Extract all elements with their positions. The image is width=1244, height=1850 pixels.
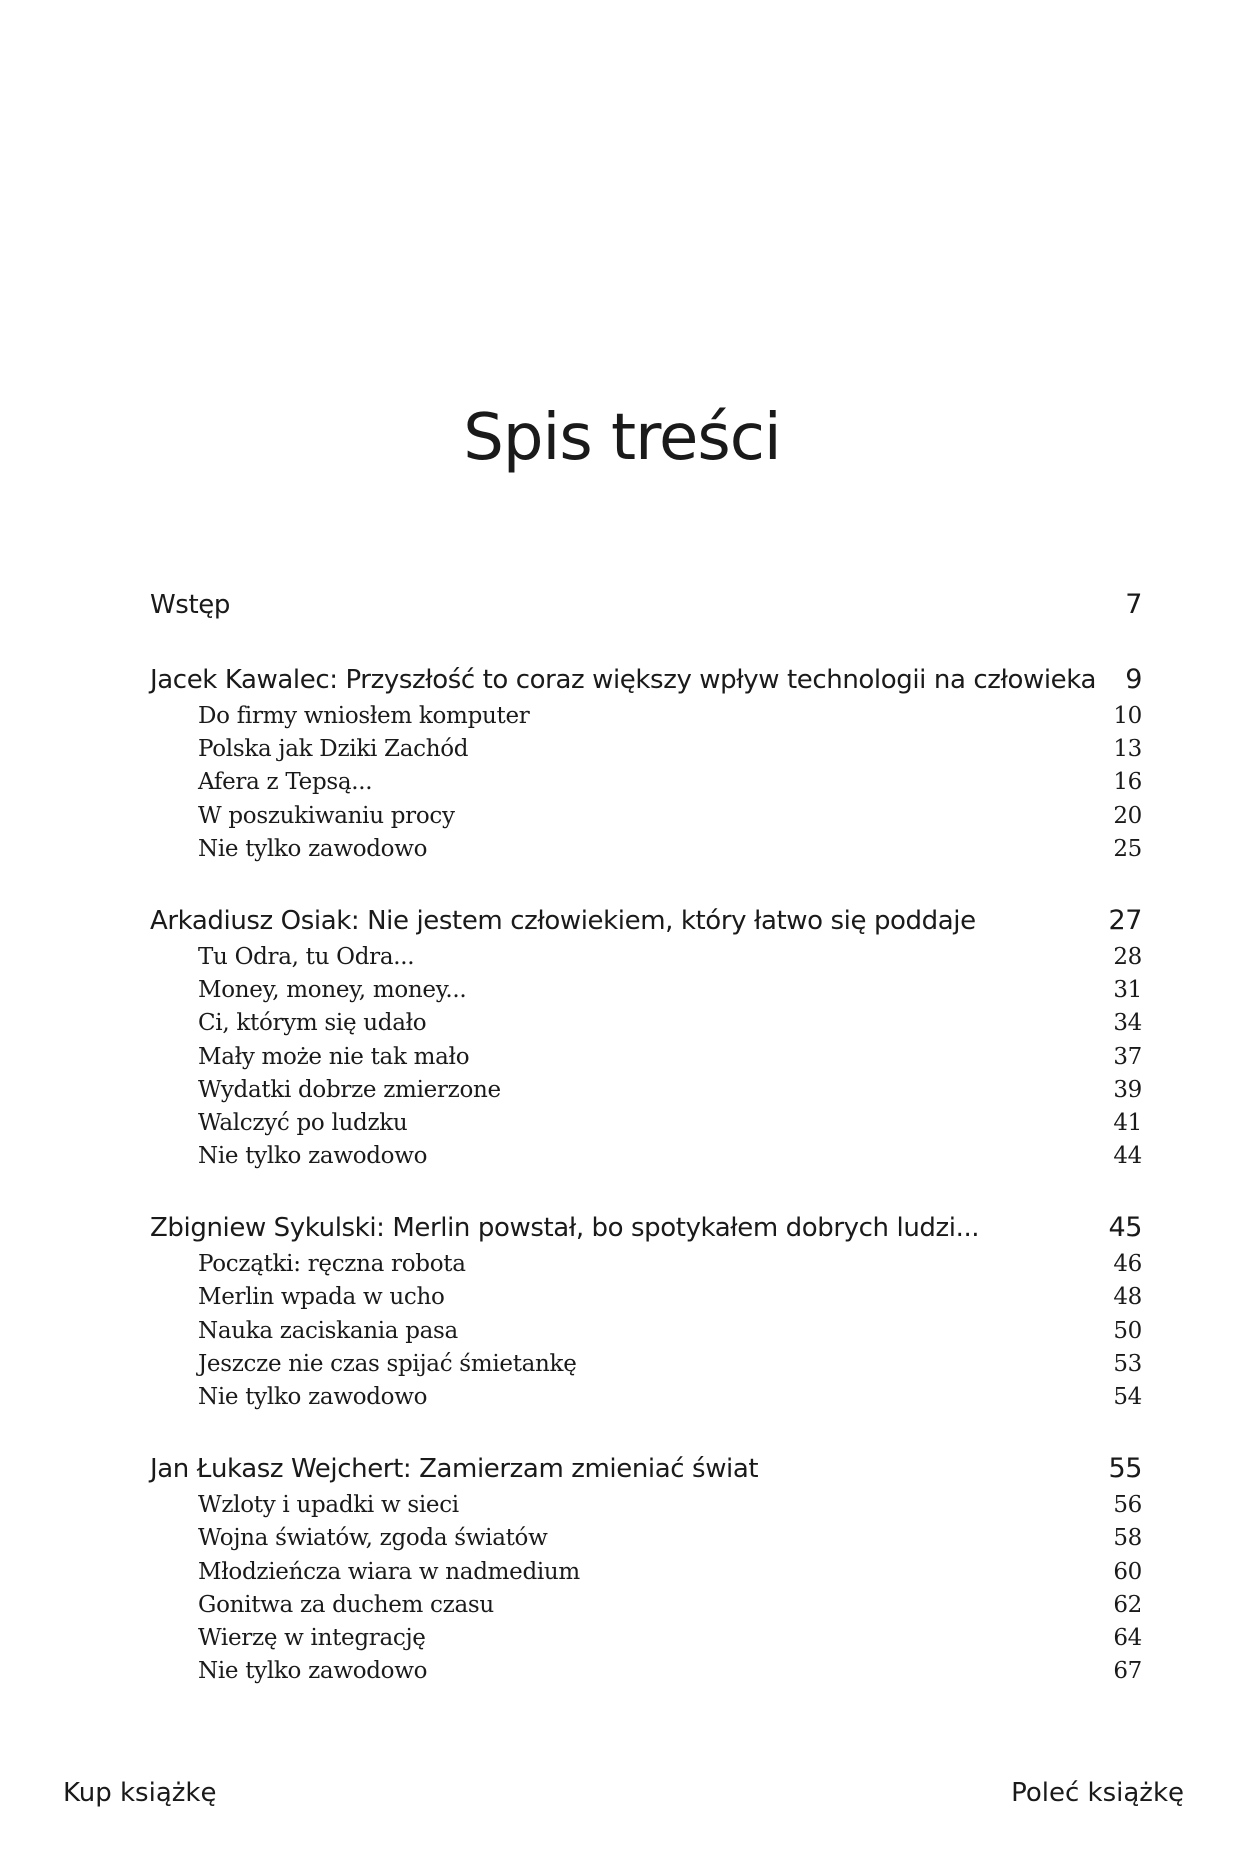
subsection-page-number: 62 — [1113, 1591, 1142, 1618]
chapter-title: Arkadiusz Osiak: Nie jestem człowiekiem, który łatwo się poddaje — [150, 905, 976, 936]
subsection-title: Walczyć po ludzku — [198, 1109, 408, 1136]
toc-subsection[interactable] — [150, 1107, 1150, 1140]
toc-subsection[interactable] — [150, 1622, 1150, 1655]
subsection-title: Do firmy wniosłem komputer — [198, 703, 530, 729]
toc-chapter-heading[interactable] — [150, 660, 1150, 700]
subsection-page-number: 53 — [1113, 1350, 1142, 1377]
chapter-page-number: 45 — [1108, 1212, 1142, 1244]
page-title: Spis treści — [463, 401, 781, 475]
toc-chapter-heading[interactable] — [150, 1449, 1150, 1489]
subsection-page-number: 20 — [1113, 802, 1142, 829]
chapter-title: Zbigniew Sykulski: Merlin powstał, bo spotykałem dobrych ludzi... — [150, 1213, 980, 1244]
toc-section — [150, 1449, 1150, 1688]
buy-book-link[interactable]: Kup książkę — [63, 1778, 217, 1808]
subsection-title: Nie tylko zawodowo — [198, 1658, 428, 1685]
toc-subsection[interactable] — [150, 766, 1150, 799]
subsection-page-number: 34 — [1113, 1010, 1142, 1037]
subsection-title: Wydatki dobrze zmierzone — [198, 1076, 501, 1103]
subsection-page-number: 41 — [1113, 1109, 1142, 1136]
chapter-title: Jan Łukasz Wejchert: Zamierzam zmieniać świat — [150, 1454, 759, 1485]
chapter-page-number: 7 — [1125, 589, 1142, 620]
subsection-title: Merlin wpada w ucho — [198, 1284, 445, 1311]
subsection-title: Wojna światów, zgoda światów — [198, 1525, 548, 1552]
subsection-page-number: 50 — [1113, 1317, 1142, 1344]
toc-chapter-heading[interactable] — [150, 1208, 1150, 1248]
subsection-title: Money, money, money... — [198, 977, 467, 1004]
subsection-page-number: 48 — [1113, 1284, 1142, 1311]
toc-subsection[interactable] — [150, 941, 1150, 974]
subsection-page-number: 37 — [1113, 1043, 1142, 1070]
subsection-title: Polska jak Dziki Zachód — [198, 736, 469, 763]
subsection-title: Nauka zaciskania pasa — [198, 1317, 458, 1344]
toc-subsection[interactable] — [150, 1589, 1150, 1622]
chapter-page-number: 9 — [1125, 664, 1142, 695]
subsection-title: Nie tylko zawodowo — [198, 1384, 428, 1410]
subsection-page-number: 54 — [1113, 1384, 1142, 1410]
toc-subsection[interactable] — [150, 833, 1150, 866]
toc-subsection[interactable] — [150, 974, 1150, 1007]
toc-section — [150, 1208, 1150, 1414]
subsection-title: Wierzę w integrację — [198, 1624, 426, 1651]
subsection-title: Mały może nie tak mało — [198, 1043, 470, 1070]
subsection-title: Wzloty i upadki w sieci — [198, 1492, 459, 1519]
toc-subsection[interactable] — [150, 1041, 1150, 1074]
subsection-title: Afera z Tepsą... — [198, 769, 373, 796]
toc-subsection[interactable] — [150, 800, 1150, 833]
subsection-page-number: 10 — [1113, 703, 1142, 729]
subsection-page-number: 31 — [1113, 977, 1142, 1004]
subsection-page-number: 13 — [1113, 736, 1142, 763]
subsection-title: Jeszcze nie czas spijać śmietankę — [198, 1350, 577, 1377]
toc-subsection[interactable] — [150, 1522, 1150, 1555]
toc-subsection[interactable] — [150, 1248, 1150, 1281]
toc-subsection[interactable] — [150, 1315, 1150, 1348]
toc-section — [150, 901, 1150, 1173]
subsection-page-number: 16 — [1113, 769, 1142, 796]
subsection-page-number: 64 — [1113, 1624, 1142, 1651]
toc-subsection[interactable] — [150, 1489, 1150, 1522]
chapter-page-number: 55 — [1108, 1453, 1142, 1485]
subsection-title: Początki: ręczna robota — [198, 1251, 466, 1278]
subsection-page-number: 58 — [1113, 1525, 1142, 1552]
subsection-page-number: 67 — [1113, 1658, 1142, 1685]
subsection-page-number: 46 — [1113, 1251, 1142, 1278]
subsection-title: W poszukiwaniu procy — [198, 802, 455, 829]
chapter-title: Wstęp — [150, 590, 230, 620]
subsection-title: Ci, którym się udało — [198, 1010, 427, 1037]
toc-subsection[interactable] — [150, 1348, 1150, 1381]
subsection-page-number: 44 — [1113, 1143, 1142, 1170]
subsection-title: Nie tylko zawodowo — [198, 1143, 428, 1170]
subsection-title: Nie tylko zawodowo — [198, 835, 428, 862]
toc-chapter-heading[interactable] — [150, 901, 1150, 941]
subsection-page-number: 25 — [1113, 835, 1142, 862]
toc-subsection[interactable] — [150, 1140, 1150, 1173]
toc-section — [150, 660, 1150, 866]
subsection-title: Młodzieńcza wiara w nadmedium — [198, 1558, 580, 1585]
toc-subsection[interactable] — [150, 700, 1150, 733]
recommend-book-link[interactable]: Poleć książkę — [1011, 1778, 1184, 1808]
subsection-title: Tu Odra, tu Odra... — [198, 943, 415, 970]
subsection-page-number: 56 — [1113, 1492, 1142, 1519]
subsection-page-number: 28 — [1113, 943, 1142, 970]
toc-subsection[interactable] — [150, 1074, 1150, 1107]
toc-subsection[interactable] — [150, 1007, 1150, 1040]
subsection-title: Gonitwa za duchem czasu — [198, 1591, 494, 1618]
subsection-page-number: 39 — [1113, 1076, 1142, 1103]
subsection-page-number: 60 — [1113, 1558, 1142, 1585]
toc-subsection[interactable] — [150, 1655, 1150, 1688]
toc-subsection[interactable] — [150, 1381, 1150, 1414]
toc-subsection[interactable] — [150, 1281, 1150, 1314]
toc-section — [150, 585, 1150, 625]
toc-subsection[interactable] — [150, 733, 1150, 766]
table-of-contents — [150, 585, 1150, 1688]
chapter-title: Jacek Kawalec: Przyszłość to coraz większy wpływ technologii na człowieka — [150, 665, 1097, 695]
toc-subsection[interactable] — [150, 1556, 1150, 1589]
chapter-page-number: 27 — [1108, 904, 1142, 936]
toc-chapter-heading[interactable] — [150, 585, 1150, 625]
